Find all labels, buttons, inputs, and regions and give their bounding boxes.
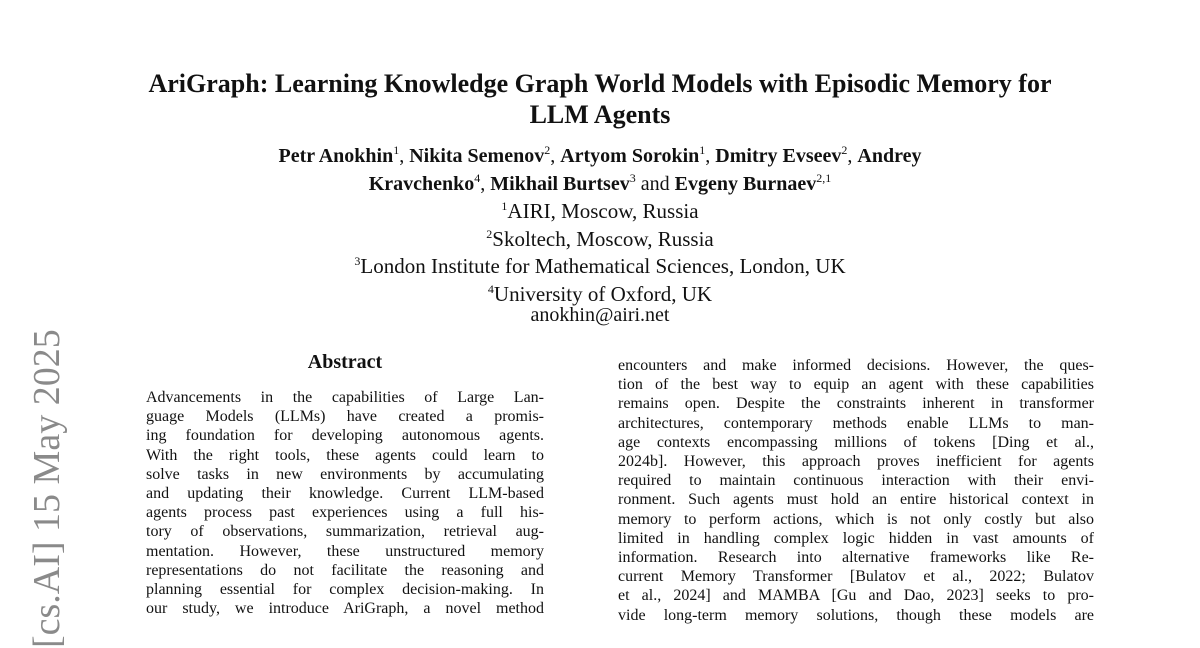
abstract-body bbox=[146, 388, 544, 618]
abstract-line: mentation. However, these unstructured memory bbox=[146, 542, 544, 560]
author-line: Petr Anokhin$^1$, Nikita Semenov$^2$, Artyom Sorokin$^1$, Dmitry Evseev$^2$, Andrey bbox=[278, 143, 922, 167]
author: Nikita Semenov$^2$ bbox=[409, 143, 551, 167]
body-line: limited in handling complex logic hidden in vast amounts of bbox=[618, 529, 1094, 547]
abstract-column bbox=[146, 350, 544, 618]
abstract-line: solve tasks in new environments by accumulating bbox=[146, 465, 544, 483]
body-line: encounters and make informed decisions. However, the ques- bbox=[618, 357, 1094, 374]
abstract-heading: Abstract bbox=[307, 351, 383, 373]
author: Andrey bbox=[857, 145, 922, 167]
body-line: tion of the best way to equip an agent with these capabilities bbox=[618, 376, 1094, 394]
author: Petr Anokhin$^1$ bbox=[278, 143, 400, 167]
body-line: age contexts encompassing millions of tokens [Ding et al., bbox=[618, 433, 1094, 451]
body-line: information. Research into alternative frameworks like Re- bbox=[618, 549, 1094, 567]
body-line: memory to perform actions, which is not only costly but also bbox=[618, 510, 1094, 528]
body-line: et al., 2024] and MAMBA [Gu and Dao, 2023] seeks to pro- bbox=[618, 587, 1094, 605]
abstract-line: representations do not facilitate the reasoning and bbox=[146, 561, 544, 579]
title-line: AriGraph: Learning Knowledge Graph World Models with Episodic Memory for bbox=[148, 69, 1052, 98]
affiliation: $^3$London Institute for Mathematical Sciences, London, UK bbox=[354, 254, 846, 278]
author-list bbox=[0, 142, 1200, 198]
body-line: architectures, contemporary methods enable LLMs to man- bbox=[618, 414, 1094, 432]
body-line: ronment. Such agents must hold an entire historical context in bbox=[618, 491, 1094, 509]
abstract-line: agents process past experiences using a full his- bbox=[146, 504, 544, 522]
body-line: vide long-term memory solutions, though these models are bbox=[618, 606, 1094, 624]
author: Dmitry Evseev$^2$ bbox=[715, 143, 848, 167]
affiliation: $^2$Skoltech, Moscow, Russia bbox=[486, 226, 714, 251]
abstract-line: With the right tools, these agents could learn to bbox=[146, 446, 544, 464]
author-line: Kravchenko$^4$, Mikhail Burtsev$^3$ and Evgeny Burnaev$^{2,1}$ bbox=[368, 171, 832, 195]
affiliation: $^1$AIRI, Moscow, Russia bbox=[501, 199, 699, 223]
abstract-line: and updating their knowledge. Current LLM-based bbox=[146, 485, 544, 503]
abstract-line: our study, we introduce AriGraph, a novel method bbox=[146, 600, 544, 618]
author: Kravchenko$^4$ bbox=[368, 171, 481, 195]
body-line: required to maintain continuous interaction with their envi- bbox=[618, 472, 1094, 490]
body-text-column bbox=[618, 356, 1094, 625]
abstract-line: tory of observations, summarization, retrieval aug- bbox=[146, 523, 544, 541]
author: Evgeny Burnaev$^{2,1}$ bbox=[674, 171, 832, 195]
author: Mikhail Burtsev$^3$ bbox=[490, 171, 636, 195]
affiliation: $^4$University of Oxford, UK bbox=[487, 281, 713, 306]
author: Artyom Sorokin$^1$ bbox=[560, 143, 706, 167]
body-line: remains open. Despite the constraints inherent in transformer bbox=[618, 395, 1094, 413]
body-line: 2024b]. However, this approach proves inefficient for agents bbox=[618, 453, 1094, 471]
abstract-line: guage Models (LLMs) have created a promis- bbox=[146, 408, 544, 426]
body-line: current Memory Transformer [Bulatov et al., 2022; Bulatov bbox=[618, 568, 1094, 586]
paper-title bbox=[0, 68, 1200, 130]
affiliation-list bbox=[0, 198, 1200, 308]
abstract-line: Advancements in the capabilities of Large Lan- bbox=[146, 389, 544, 406]
abstract-line: planning essential for complex decision-making. In bbox=[146, 581, 544, 599]
title-line: LLM Agents bbox=[529, 100, 671, 129]
arxiv-identifier-stamp: [cs.AI] 15 May 2025 bbox=[26, 329, 68, 648]
contact-email: anokhin@airi.net bbox=[530, 304, 670, 326]
abstract-line: ing foundation for developing autonomous agents. bbox=[146, 427, 544, 445]
